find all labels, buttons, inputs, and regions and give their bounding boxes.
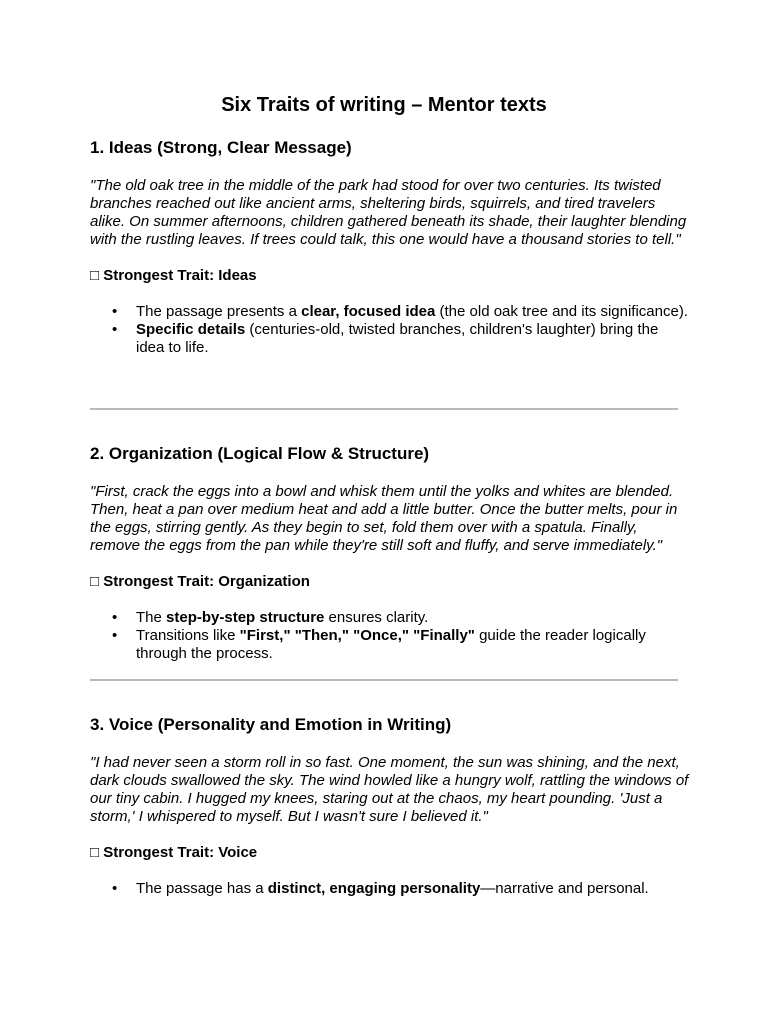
section-ideas [90, 138, 690, 357]
section-divider [90, 408, 678, 410]
trait-bullets [90, 609, 690, 663]
bullet-item [90, 609, 690, 627]
mentor-text-quote: "I had never seen a storm roll in so fast. One moment, the sun was shining, and the next, dark clouds swallowed the sky. The wind howled like a hungry wolf, rattling the windows of our tiny cabin. I hugged my knees, staring out at the chaos, my heart pounding. 'Just a storm,' I whispered to myself. But I wasn't sure I believed it." [90, 754, 689, 825]
strongest-trait-label: Strongest Trait: Ideas [103, 267, 257, 284]
bullet-bold-text: clear, focused idea [301, 303, 436, 320]
bullet-bold-text: step-by-step structure [166, 609, 325, 626]
bullet-text: ensures clarity. [324, 609, 429, 626]
bullet-bold-text: distinct, engaging personality [267, 880, 481, 897]
strongest-trait-line [90, 267, 690, 285]
bullet-text: (centuries-old, twisted branches, children's laughter) bring the idea to life. [136, 321, 659, 356]
bullet-text: The [136, 609, 167, 626]
bullet-text: (the old oak tree and its significance). [435, 303, 688, 320]
bullet-item [90, 880, 690, 898]
section-divider [90, 679, 678, 681]
checkbox-icon: □ [90, 573, 100, 590]
bullet-text: guide the reader logically through the process. [136, 627, 646, 662]
strongest-trait-line [90, 573, 690, 591]
trait-bullets [90, 303, 690, 357]
page-title: Six Traits of writing – Mentor texts [221, 94, 547, 116]
strongest-trait-label: Strongest Trait: Organization [103, 573, 310, 590]
mentor-text-quote: "First, crack the eggs into a bowl and whisk them until the yolks and whites are blended. Then, heat a pan over medium heat and add a little butter. Once the butter melts, pour in the eggs, stirring gently. As they begin to set, fold them over with a spatula. Finally, remove the eggs from the pan while they're still soft and fluffy, and serve immediately." [90, 483, 678, 554]
checkbox-icon: □ [90, 267, 100, 284]
strongest-trait-line [90, 844, 690, 862]
section-heading: 2. Organization (Logical Flow & Structure) [90, 444, 430, 463]
mentor-text-quote: "The old oak tree in the middle of the park had stood for over two centuries. Its twisted branches reached out like ancient arms, sheltering birds, squirrels, and tired travelers alike. On summer afternoons, children gathered beneath its shade, their laughter blending with the rustling leaves. If trees could talk, this one would have a thousand stories to tell." [90, 177, 687, 248]
section-heading: 3. Voice (Personality and Emotion in Writing) [90, 715, 452, 734]
bullet-text: The passage has a [136, 880, 268, 897]
section-heading: 1. Ideas (Strong, Clear Message) [90, 138, 352, 157]
bullet-text: Transitions like [136, 627, 240, 644]
trait-bullets [90, 880, 690, 898]
bullet-bold-text: Specific details [136, 321, 246, 338]
bullet-item [90, 321, 690, 357]
bullet-text: —narrative and personal. [480, 880, 649, 897]
bullet-item [90, 303, 690, 321]
strongest-trait-label: Strongest Trait: Voice [103, 844, 258, 861]
bullet-item [90, 627, 690, 663]
checkbox-icon: □ [90, 844, 100, 861]
bullet-text: The passage presents a [136, 303, 302, 320]
section-voice [90, 715, 690, 898]
bullet-bold-text: "First," "Then," "Once," "Finally" [239, 627, 475, 644]
section-organization [90, 444, 690, 663]
